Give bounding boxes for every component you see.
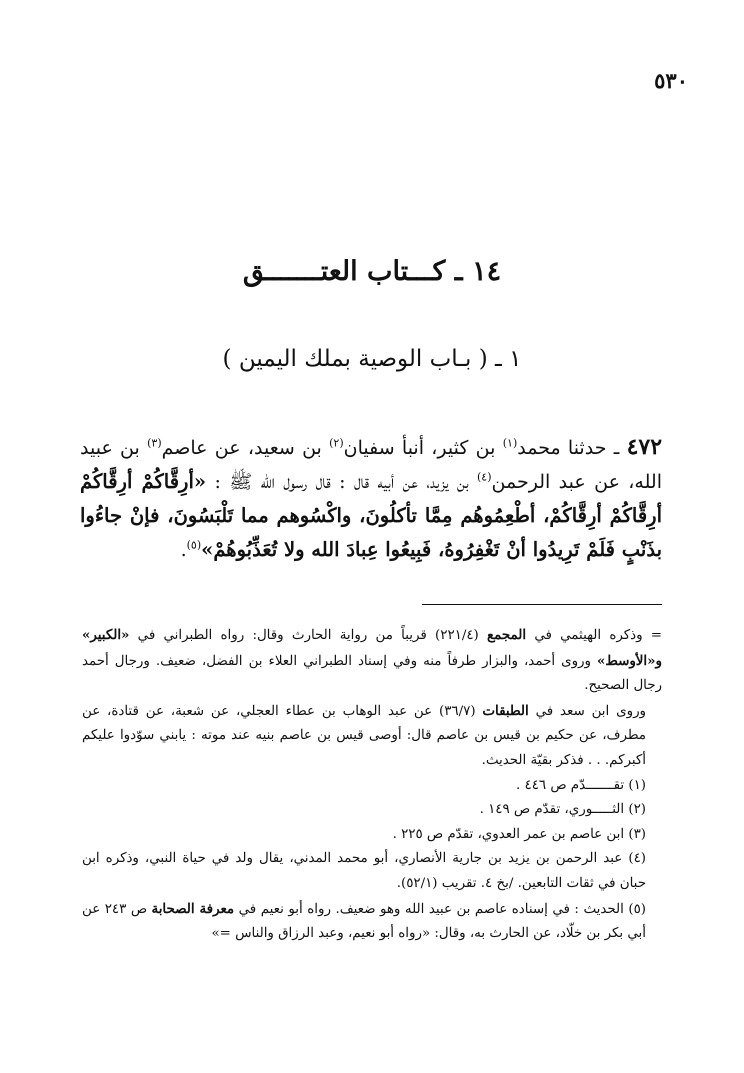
hadith-narration: حدثنا محمد [517,437,607,459]
source-title: معرفة الصحابة [151,900,235,917]
hadith-quote: «أرِقَّاكُمْ أرِقَّاكُمْ أرِقَّاكُمْ أرِقَّاكُمْ، أطْعِمُوهُم مِمَّا تأكلُونَ، واكْسُوهم مما تَلْبَسُونَ، فإنْ جاءُوا بذَنْبٍ فَلَمْ تَرِيدُوا أنْ تَغْفِرُوهُ، فَبِيعُوا عِبادَ الله ولا تُعَذِّبُوهُمْ» [80,470,662,561]
hadith-narration: بن يزيد، عن أبيه قال : قال رسول الله ﷺ : [206,471,477,493]
footnote-marker: (١) [502,436,518,450]
footnote-3: (٣) ابن عاصم بن عمر العدوي، تقدّم ص ٢٢٥ . [392,826,646,842]
footnote-divider [422,604,662,605]
hadith-number: ٤٧٢ [626,434,663,460]
source-title: المجمع [487,627,527,643]
hadith-narration: بن عبيد الله، عن عبد الرحمن [80,437,662,493]
source-title: الطبقات [482,702,529,719]
footnote-2: (٢) الثـــــوري، تقدّم ص ١٤٩ . [479,802,646,818]
footnote-marker: (٤) [477,470,492,484]
footnote-5 [82,897,662,947]
hadith-dash: ـ [606,437,627,459]
hadith-end: . [180,539,187,561]
footnote-text: (٥) الحديث : في إسناده عاصم بن عبيد الله وهو ضعيف. رواه أبو نعيم في [234,901,646,917]
footnote-continuation [82,623,662,699]
footnote-marker: (٢) [329,436,344,450]
footnote-1: (١) تقـــــــدّم ص ٤٤٦ . [516,777,646,793]
hadith-text [80,430,662,567]
footnote-marker: (٣) [147,436,162,450]
footnote-text: وروى أحمد، والبزار طرفاً منه وفي إسناد الطبراني العلاء بن الفضل، ضعيف. ورجال أحمد رجال الصحيح. [82,653,662,694]
footnote-text: (٣٦/٧) عن عبد الوهاب بن عطاء العجلي، عن شعبة، عن قتادة، عن مطرف، عن حكيم بن قيس بن عاصم قال: أوصى قيس بن عاصم بنيه عند موته : يابني سوّدوا عليكم أكبركم. . . فذكر بقيّة الحديث. [82,703,646,768]
hadith-narration: بن كثير، أنبأ سفيان [343,437,503,459]
footnote-text: ص ٢٤٣ عن أبي بكر بن خلّاد، عن الحارث به، وقال: «رواه أبو نعيم، وعبد الرزاق والناس =» [82,901,646,942]
footnote-text: = وذكره الهيثمي في [526,628,663,643]
page-number: ٥٣٠ [654,68,688,93]
footnote-marker: (٥) [186,538,202,552]
book-title: ١٤ ـ كـــتاب العتـــــــق [242,256,502,287]
chapter-title: ١ ـ ( بـاب الوصية بملك اليمين ) [222,346,522,372]
footnote-4: (٤) عبد الرحمن بن يزيد بن جارية الأنصاري، أبو محمد المدني، يقال ولد في حياة النبي، وذكره ابن حبان في ثقات التابعين. /بخ ٤. تقريب (٥٢/١). [82,851,646,891]
footnote-continuation [82,699,662,774]
footnote-text: وروى ابن سعد في [528,703,646,719]
footnotes [82,623,662,947]
footnote-text: (٢٢١/٤) قريباً من رواية الحارث وقال: رواه الطبراني في [129,628,488,643]
hadith-narration: بن سعيد، عن عاصم [161,437,330,459]
source-title: «الكبير» و«الأوسط» [82,627,662,669]
